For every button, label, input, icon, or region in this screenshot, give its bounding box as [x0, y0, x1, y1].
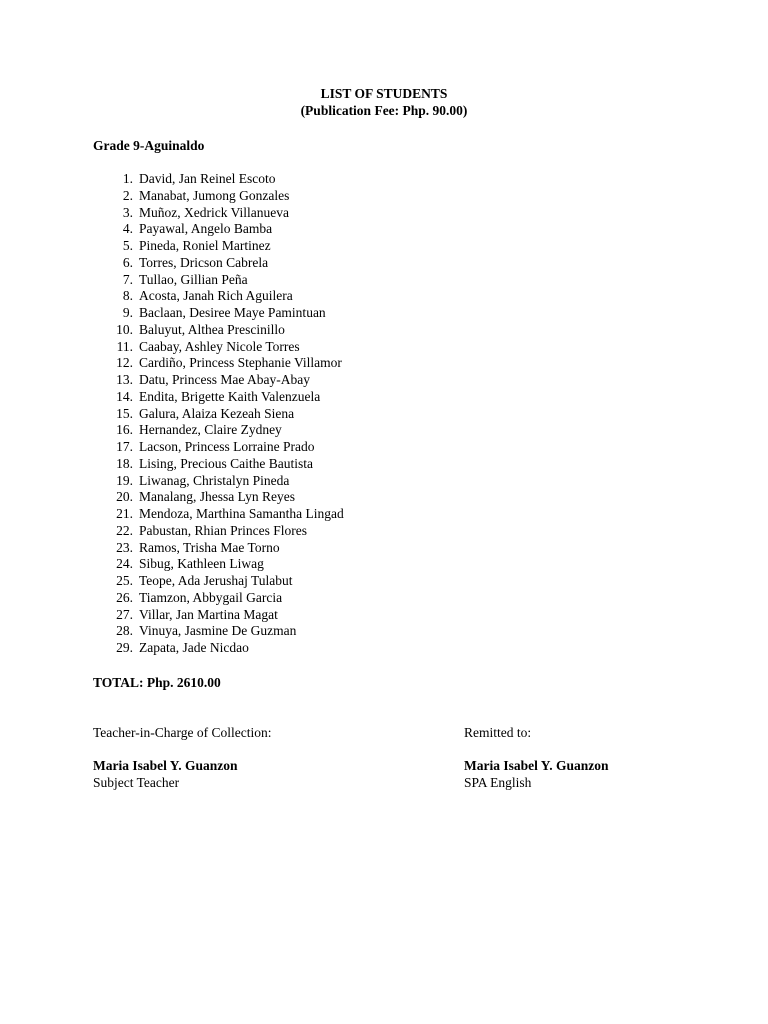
item-number: 12. [116, 355, 133, 371]
remitted-to-block [464, 725, 609, 792]
list-item [0, 171, 400, 188]
student-name: Endita, Brigette Kaith Valenzuela [139, 388, 321, 404]
document-subtitle: (Publication Fee: Php. 90.00) [300, 103, 468, 118]
list-item [0, 456, 400, 473]
signature-caption: Teacher-in-Charge of Collection: [93, 725, 272, 740]
student-name: Sibug, Kathleen Liwag [139, 556, 264, 572]
item-number: 13. [116, 372, 133, 387]
student-name: Galura, Alaiza Kezeah Siena [139, 405, 295, 421]
student-name: Vinuya, Jasmine De Guzman [139, 623, 297, 639]
student-name: Ramos, Trisha Mae Torno [139, 539, 280, 555]
student-name: Caabay, Ashley Nicole Torres [139, 338, 300, 354]
list-item [0, 607, 400, 624]
list-item [0, 221, 400, 238]
student-name: Datu, Princess Mae Abay-Abay [139, 372, 310, 387]
item-number: 28. [116, 623, 133, 639]
student-name: Torres, Dricson Cabrela [139, 254, 269, 270]
student-name: Acosta, Janah Rich Aguilera [139, 288, 293, 304]
item-number: 16. [116, 422, 133, 438]
list-item [0, 406, 400, 423]
list-item [0, 389, 400, 406]
item-number: 6. [122, 254, 133, 270]
list-item [0, 573, 400, 590]
item-number: 23. [116, 539, 133, 555]
list-item [0, 523, 400, 540]
list-item [0, 255, 400, 272]
item-number: 4. [122, 221, 133, 237]
list-item [0, 590, 400, 607]
list-item [0, 238, 400, 255]
item-number: 8. [122, 288, 133, 304]
student-name: Hernandez, Claire Zydney [139, 422, 282, 438]
item-number: 22. [116, 522, 133, 538]
list-item [0, 322, 400, 339]
item-number: 11. [116, 338, 133, 354]
student-name: Baluyut, Althea Prescinillo [139, 321, 285, 337]
student-name: Liwanag, Christalyn Pineda [139, 472, 290, 488]
total-amount: TOTAL: Php. 2610.00 [93, 675, 221, 690]
student-name: Zapata, Jade Nicdao [139, 640, 249, 655]
item-number: 1. [122, 171, 133, 186]
student-name: Manabat, Jumong Gonzales [139, 187, 290, 203]
signer-name: Maria Isabel Y. Guanzon [93, 758, 238, 774]
section-heading: Grade 9-Aguinaldo [93, 138, 205, 153]
student-name: Manalang, Jhessa Lyn Reyes [139, 489, 295, 505]
item-number: 27. [116, 606, 133, 622]
teacher-in-charge-block [93, 725, 271, 792]
signer-position: Subject Teacher [93, 775, 180, 791]
list-item [0, 372, 400, 389]
student-name: Lacson, Princess Lorraine Prado [139, 439, 315, 454]
student-list [0, 171, 400, 657]
item-number: 19. [116, 472, 133, 488]
student-name: Pineda, Roniel Martinez [139, 238, 271, 253]
item-number: 3. [122, 204, 133, 220]
student-name: Mendoza, Marthina Samantha Lingad [139, 506, 344, 521]
item-number: 2. [122, 187, 133, 203]
item-number: 9. [122, 305, 133, 320]
list-item [0, 205, 400, 222]
list-item [0, 288, 400, 305]
list-item [0, 439, 400, 456]
student-name: Tullao, Gillian Peña [139, 271, 248, 287]
list-item [0, 355, 400, 372]
student-name: Tiamzon, Abbygail Garcia [139, 589, 283, 605]
student-name: Villar, Jan Martina Magat [139, 606, 278, 622]
item-number: 26. [116, 589, 133, 605]
student-name: Muñoz, Xedrick Villanueva [139, 204, 290, 220]
item-number: 25. [116, 573, 133, 588]
signature-caption: Remitted to: [464, 725, 532, 740]
item-number: 14. [116, 388, 133, 404]
item-number: 10. [116, 321, 133, 337]
list-item [0, 473, 400, 490]
list-item [0, 623, 400, 640]
student-name: Lising, Precious Caithe Bautista [139, 455, 313, 471]
item-number: 15. [116, 405, 133, 421]
list-item [0, 305, 400, 322]
signer-name: Maria Isabel Y. Guanzon [464, 758, 609, 774]
list-item [0, 640, 400, 657]
student-name: Teope, Ada Jerushaj Tulabut [139, 573, 293, 588]
signer-position: SPA English [464, 775, 532, 791]
item-number: 20. [116, 489, 133, 505]
student-name: Cardiño, Princess Stephanie Villamor [139, 355, 342, 371]
item-number: 17. [116, 439, 133, 454]
list-item [0, 188, 400, 205]
list-item [0, 506, 400, 523]
item-number: 24. [116, 556, 133, 572]
list-item [0, 540, 400, 557]
item-number: 7. [122, 271, 133, 287]
list-item [0, 272, 400, 289]
list-item [0, 556, 400, 573]
document-title: LIST OF STUDENTS [320, 86, 448, 101]
item-number: 29. [116, 640, 133, 655]
student-name: Baclaan, Desiree Maye Pamintuan [139, 305, 326, 320]
list-item [0, 339, 400, 356]
student-name: Payawal, Angelo Bamba [139, 221, 273, 237]
item-number: 5. [122, 238, 133, 253]
student-name: David, Jan Reinel Escoto [139, 171, 276, 186]
item-number: 18. [116, 455, 133, 471]
student-name: Pabustan, Rhian Princes Flores [139, 522, 307, 538]
list-item [0, 489, 400, 506]
list-item [0, 422, 400, 439]
item-number: 21. [116, 506, 133, 521]
